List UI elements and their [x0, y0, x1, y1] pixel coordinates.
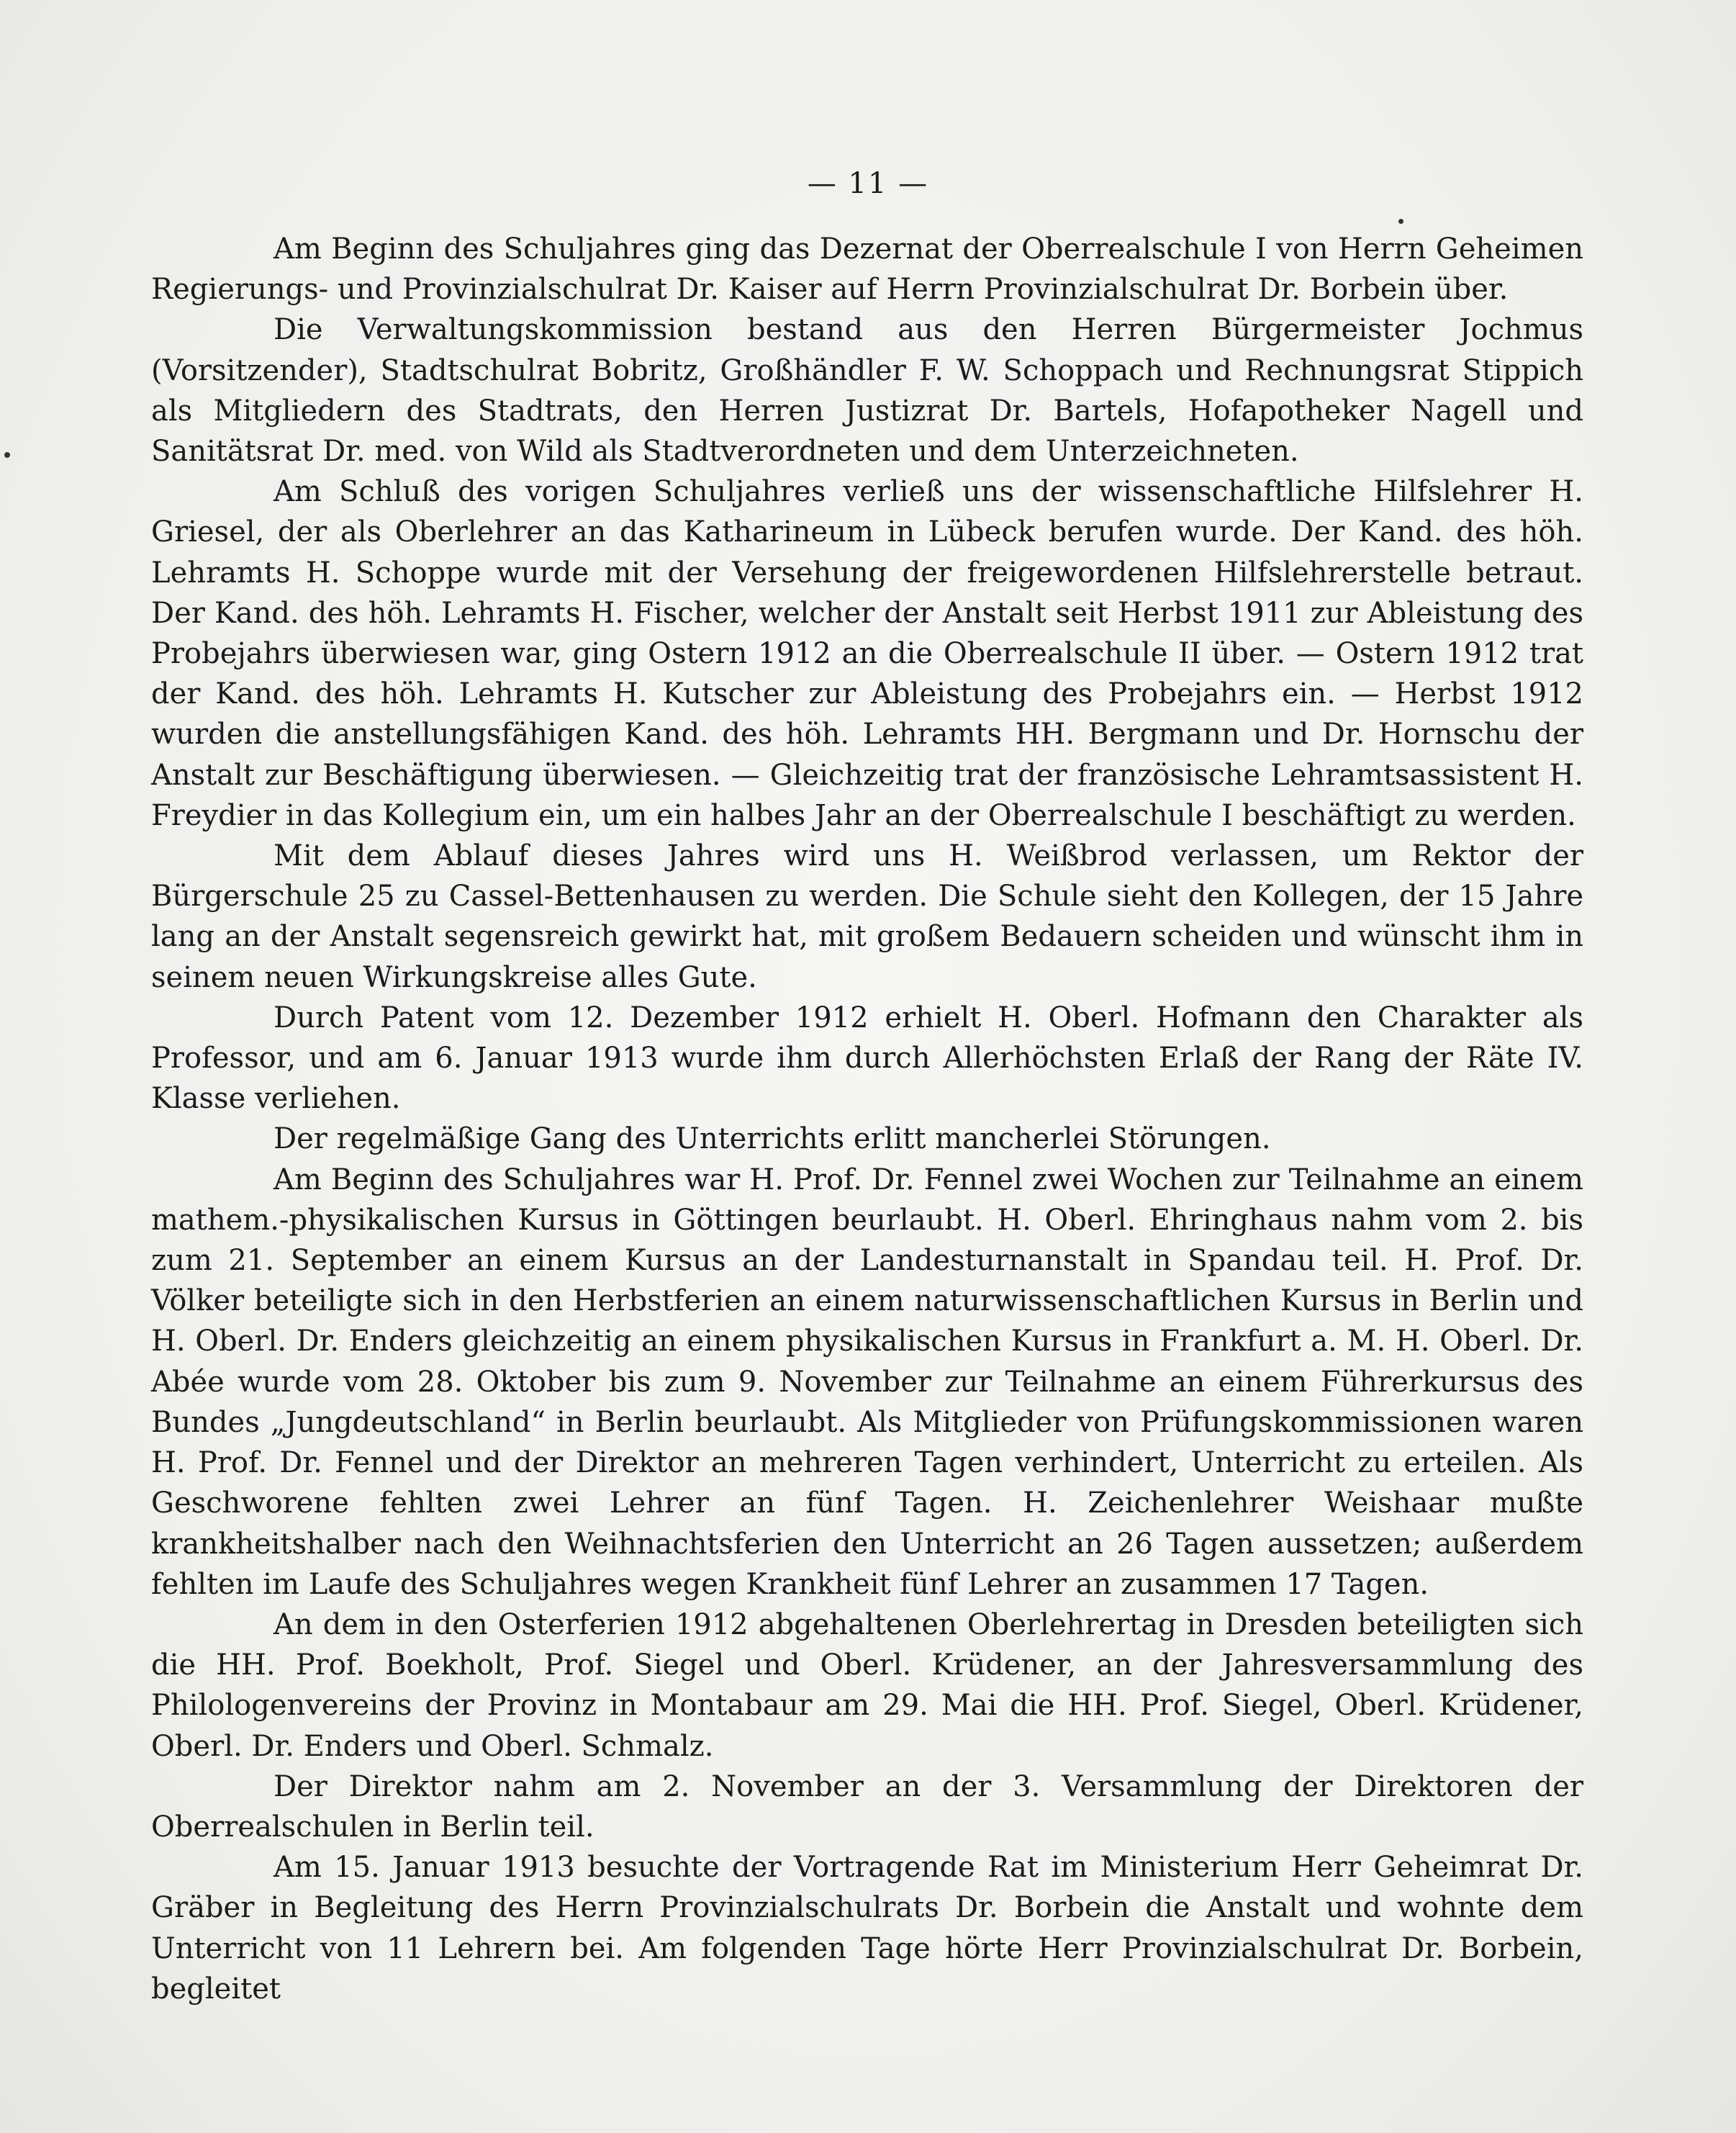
paragraph-hofmann: Durch Patent vom 12. Dezember 1912 erhielt H. Oberl. Hofmann den Charakter als Professor, und am 6. Januar 1913 wurde ihm durch Allerhöchsten Erlaß der Rang der Räte IV. Klasse verliehen.	[151, 1001, 1583, 1116]
paragraph-direktorenversammlung: Der Direktor nahm am 2. November an der 3. Versammlung der Direktoren der Oberrealschulen in Berlin teil.	[151, 1769, 1583, 1844]
paragraph-stoerungen: Der regelmäßige Gang des Unterrichts erlitt mancherlei Störungen.	[273, 1122, 1271, 1156]
paragraph-dezernat: Am Beginn des Schuljahres ging das Dezernat der Oberrealschule I von Herrn Geheimen Regierungs- und Provinzialschulrat Dr. Kaiser auf Herrn Provinzialschulrat Dr. Borbein über.	[151, 233, 1583, 307]
scan-speck	[1398, 219, 1403, 224]
paragraph-personal: Am Schluß des vorigen Schuljahres verließ uns der wissenschaftliche Hilfslehrer H. Griesel, der als Oberlehrer an das Katharineum in Lübeck berufen wurde. Der Kand. des höh. Lehramts H. Schoppe wurde mit der Versehung der freigewordenen Hilfslehrerstelle betraut. Der Kand. des höh. Lehramts H. Fischer, welcher der Anstalt seit Herbst 1911 zur Ableistung des Probejahrs überwiesen war, ging Ostern 1912 an die Oberrealschule II über. — Ostern 1912 trat der Kand. des höh. Lehramts H. Kutscher zur Ableistung des Probejahrs ein. — Herbst 1912 wurden die anstellungsfähigen Kand. des höh. Lehramts HH. Bergmann und Dr. Hornschu der Anstalt zur Beschäftigung überwiesen. — Gleichzeitig trat der französische Lehramtsassistent H. Freydier in das Kollegium ein, um ein halbes Jahr an der Oberrealschule I beschäftigt zu werden.	[151, 475, 1583, 832]
paragraph-verwaltungskommission: Die Verwaltungskommission bestand aus den Herren Bürgermeister Jochmus (Vorsitzender), Stadtschulrat Bobritz, Großhändler F. W. Schoppach und Rechnungsrat Stippich als Mitgliedern des Stadtrats, den Herren Justizrat Dr. Bartels, Hofapotheker Nagell und Sanitätsrat Dr. med. von Wild als Stadtverordneten und dem Unterzeichneten.	[151, 313, 1583, 469]
page-number: — 11 —	[807, 167, 929, 200]
paragraph-weissbrod: Mit dem Ablauf dieses Jahres wird uns H. Weißbrod verlassen, um Rektor der Bürgerschule 25 zu Cassel-Bettenhausen zu werden. Die Schule sieht den Kollegen, der 15 Jahre lang an der Anstalt segensreich gewirkt hat, mit großem Bedauern scheiden und wünscht ihm in seinem neuen Wirkungskreise alles Gute.	[151, 839, 1583, 994]
paragraph-besuch: Am 15. Januar 1913 besuchte der Vortragende Rat im Ministerium Herr Geheimrat Dr. Gräber in Begleitung des Herrn Provinzialschulrats Dr. Borbein die Anstalt und wohnte dem Unterricht von 11 Lehrern bei. Am folgenden Tage hörte Herr Provinzialschulrat Dr. Borbein, begleitet	[151, 1851, 1583, 2006]
scan-speck	[4, 452, 10, 458]
paragraph-beurlaubungen: Am Beginn des Schuljahres war H. Prof. Dr. Fennel zwei Wochen zur Teilnahme an einem mathem.-physikalischen Kursus in Göttingen beurlaubt. H. Oberl. Ehringhaus nahm vom 2. bis zum 21. September an einem Kursus an der Landesturnanstalt in Spandau teil. H. Prof. Dr. Völker beteiligte sich in den Herbstferien an einem naturwissenschaftlichen Kursus in Berlin und H. Oberl. Dr. Enders gleichzeitig an einem physikalischen Kursus in Frankfurt a. M. H. Oberl. Dr. Abée wurde vom 28. Oktober bis zum 9. November zur Teilnahme an einem Führerkursus des Bundes „Jungdeutschland“ in Berlin beurlaubt. Als Mitglieder von Prüfungskommissionen waren H. Prof. Dr. Fennel und der Direktor an mehreren Tagen verhindert, Unterricht zu erteilen. Als Geschworene fehlten zwei Lehrer an fünf Tagen. H. Zeichenlehrer Weishaar mußte krankheitshalber nach den Weihnachtsferien den Unterricht an 26 Tagen aussetzen; außerdem fehlten im Laufe des Schuljahres wegen Krankheit fünf Lehrer an zusammen 17 Tagen.	[151, 1163, 1583, 1601]
paragraph-oberlehrertag: An dem in den Osterferien 1912 abgehaltenen Oberlehrertag in Dresden beteiligten sich die HH. Prof. Boekholt, Prof. Siegel und Oberl. Krüdener, an der Jahresversammlung des Philologenvereins der Provinz in Montabaur am 29. Mai die HH. Prof. Siegel, Oberl. Krüdener, Oberl. Dr. Enders und Oberl. Schmalz.	[151, 1607, 1583, 1763]
document-body	[151, 229, 1583, 2009]
